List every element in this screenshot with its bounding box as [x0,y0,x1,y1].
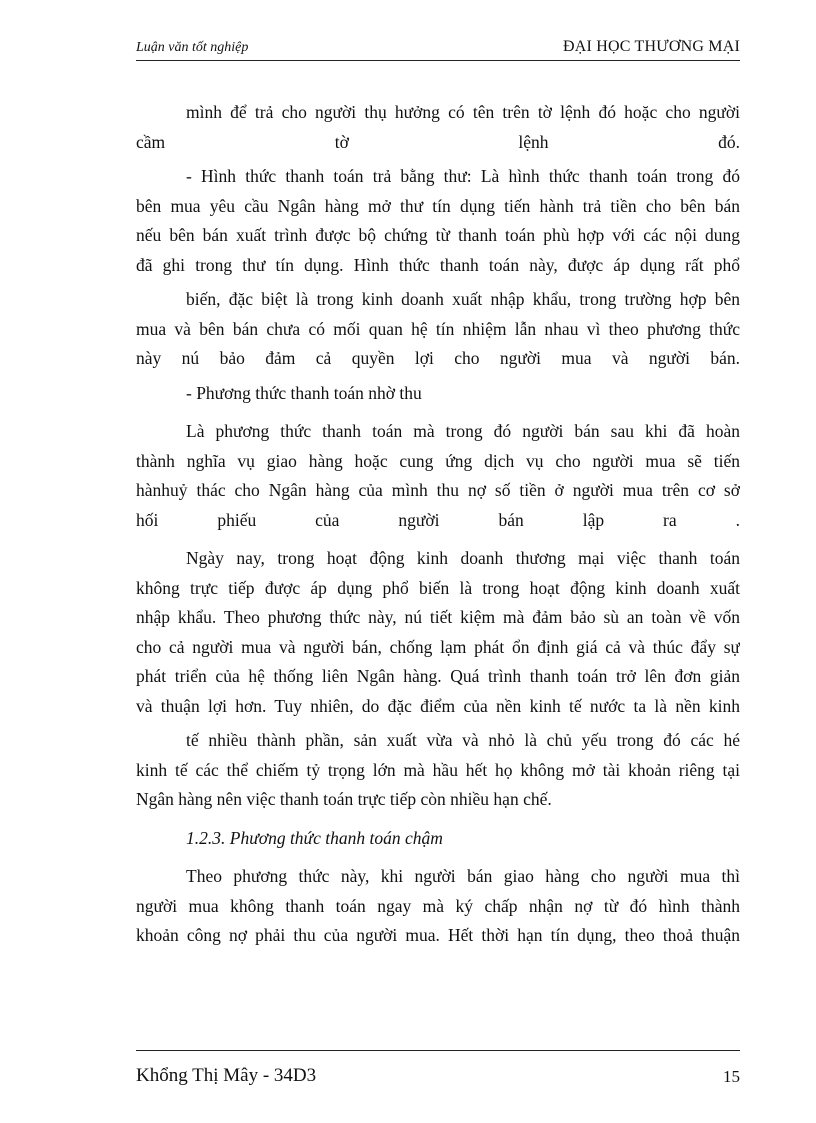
text-line: tế nhiều thành phần, sản xuất vừa và nhỏ là chủ yếu trong đó các hé [186,730,740,750]
text-line: - Phương thức thanh toán nhờ thu [186,382,422,403]
text-line: bên mua yêu cầu Ngân hàng mở thư tín dụng tiến hành trả tiền cho bên bán [136,195,740,216]
text-line: và thuận lợi hơn. Tuy nhiên, do đặc điểm của nền kinh tế nước ta là nền kinh [136,695,740,716]
text-line: đã ghi trong thư tín dụng. Hình thức thanh toán này, được áp dụng rất phổ [136,254,740,275]
header-university-name: ĐẠI HỌC THƯƠNG MẠI [562,38,740,55]
text-line: hối phiếu của người bán lập ra . [136,509,740,530]
text-line: mua và bên bán chưa có mối quan hệ tín nhiệm lẫn nhau vì theo phương thức [136,318,740,339]
page-number: 15 [723,1067,740,1086]
text-line: Theo phương thức này, khi người bán giao hàng cho người mua thì [186,866,740,886]
text-line: phát triển của hệ thống liên Ngân hàng. Quá trình thanh toán trở lên đơn giản [136,666,740,686]
text-line: thành nghĩa vụ giao hàng hoặc cung ứng dịch vụ cho người mua sẽ tiến [136,450,740,471]
text-line: hànhuỷ thác cho Ngân hàng của mình thu nợ số tiền ở người mua trên cơ sở [136,480,740,500]
text-line: biến, đặc biệt là trong kinh doanh xuất nhập khẩu, trong trường hợp bên [186,289,740,309]
text-line: - Hình thức thanh toán trả bằng thư: Là hình thức thanh toán trong đó [186,166,740,186]
body-text [136,98,740,951]
page-header [136,36,740,61]
text-line: Là phương thức thanh toán mà trong đó người bán sau khi đã hoàn [186,421,740,441]
text-line: kinh tế các thể chiếm tỷ trọng lớn mà hầu hết họ không mở tài khoản riêng tại [136,759,740,780]
text-line: nếu bên bán xuất trình được bộ chứng từ thanh toán phù hợp với các nội dung [136,225,740,245]
text-line: Ngân hàng nên việc thanh toán trực tiếp còn nhiều hạn chế. [136,789,552,809]
text-line: Ngày nay, trong hoạt động kinh doanh thương mại việc thanh toán [186,548,740,568]
text-line: khoản công nợ phải thu của người mua. Hết thời hạn tín dụng, theo thoả thuận [136,925,740,945]
text-line: người mua không thanh toán ngay mà ký chấp nhận nợ từ đó hình thành [136,895,740,916]
text-line: nhập khẩu. Theo phương thức này, nú tiết kiệm mà đảm bảo sù an toàn về vốn [136,607,740,627]
page-footer [136,1050,740,1091]
text-line: cầm tờ lệnh đó. [136,131,740,152]
text-line: này nú bảo đảm cả quyền lợi cho người mua và người bán. [136,348,740,368]
text-line: mình để trả cho người thụ hưởng có tên trên tờ lệnh đó hoặc cho người [186,102,740,122]
text-line: cho cả người mua và người bán, chống lạm phát ổn định giá cả và thúc đẩy sự [136,636,740,657]
text-line: không trực tiếp được áp dụng phổ biến là trong hoạt động kinh doanh xuất [136,577,740,598]
header-thesis-label: Luận văn tốt nghiệp [136,40,249,55]
footer-author: Khổng Thị Mây - 34D3 [136,1065,317,1086]
section-heading: 1.2.3. Phương thức thanh toán chậm [186,827,443,848]
